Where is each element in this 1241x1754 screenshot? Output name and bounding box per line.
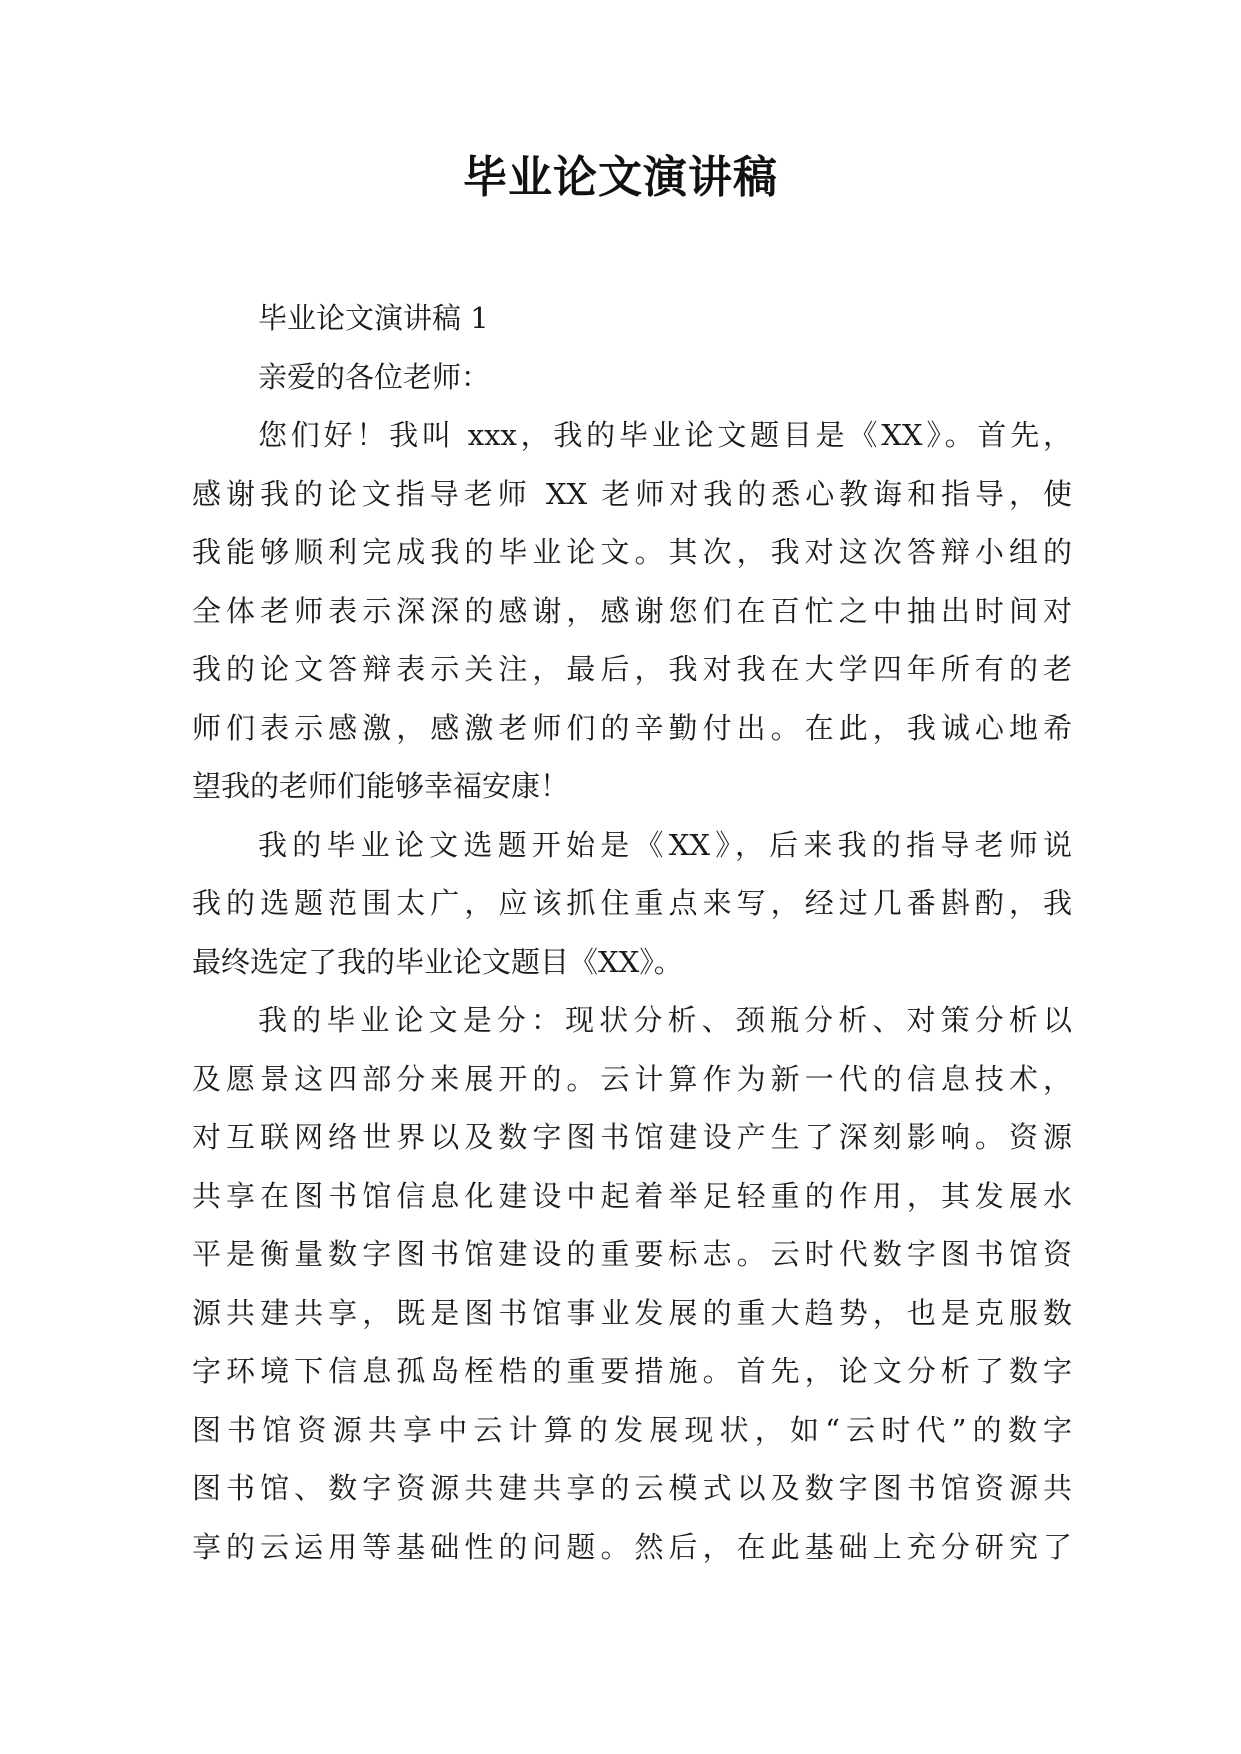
document-body: [192, 289, 1072, 1576]
paragraph-line: 图书馆资源共享中云计算的发展现状，如“云时代”的数字: [192, 1412, 1072, 1447]
paragraph-line: 您们好！我叫 xxx，我的毕业论文题目是《XX》。首先，: [258, 418, 1072, 452]
salutation: 亲爱的各位老师：: [258, 359, 491, 394]
paragraph-line: 享的云运用等基础性的问题。然后，在此基础上充分研究了: [192, 1529, 1072, 1564]
section-heading: 毕业论文演讲稿 1: [258, 301, 489, 335]
paragraph-line: 对互联网络世界以及数字图书馆建设产生了深刻影响。资源: [192, 1120, 1072, 1154]
paragraph-line: 我的论文答辩表示关注，最后，我对我在大学四年所有的老: [192, 652, 1072, 686]
paragraph-line: 最终选定了我的毕业论文题目《XX》。: [192, 944, 683, 979]
paragraph-line: 图书馆、数字资源共建共享的云模式以及数字图书馆资源共: [192, 1471, 1072, 1505]
paragraph-line: 我的毕业论文是分：现状分析、颈瓶分析、对策分析以: [258, 1003, 1072, 1037]
paragraph-line: 望我的老师们能够幸福安康！: [192, 769, 570, 803]
paragraph-line: 全体老师表示深深的感谢，感谢您们在百忙之中抽出时间对: [192, 593, 1072, 628]
paragraph-line: 我的毕业论文选题开始是《XX》，后来我的指导老师说: [258, 827, 1072, 862]
paragraph-line: 我的选题范围太广，应该抓住重点来写，经过几番斟酌，我: [192, 886, 1072, 920]
paragraph-line: 字环境下信息孤岛桎梏的重要措施。首先，论文分析了数字: [192, 1354, 1072, 1388]
document-title: 毕业论文演讲稿: [463, 152, 778, 203]
paragraph-line: 我能够顺利完成我的毕业论文。其次，我对这次答辩小组的: [192, 535, 1072, 569]
paragraph-line: 感谢我的论文指导老师 XX 老师对我的悉心教诲和指导，使: [192, 476, 1072, 511]
paragraph-line: 及愿景这四部分来展开的。云计算作为新一代的信息技术，: [192, 1061, 1072, 1096]
paragraph-line: 师们表示感激，感激老师们的辛勤付出。在此，我诚心地希: [192, 710, 1072, 745]
paragraph-line: 平是衡量数字图书馆建设的重要标志。云时代数字图书馆资: [192, 1237, 1072, 1271]
paragraph-line: 共享在图书馆信息化建设中起着举足轻重的作用，其发展水: [192, 1178, 1072, 1213]
paragraph-line: 源共建共享，既是图书馆事业发展的重大趋势，也是克服数: [192, 1295, 1072, 1330]
